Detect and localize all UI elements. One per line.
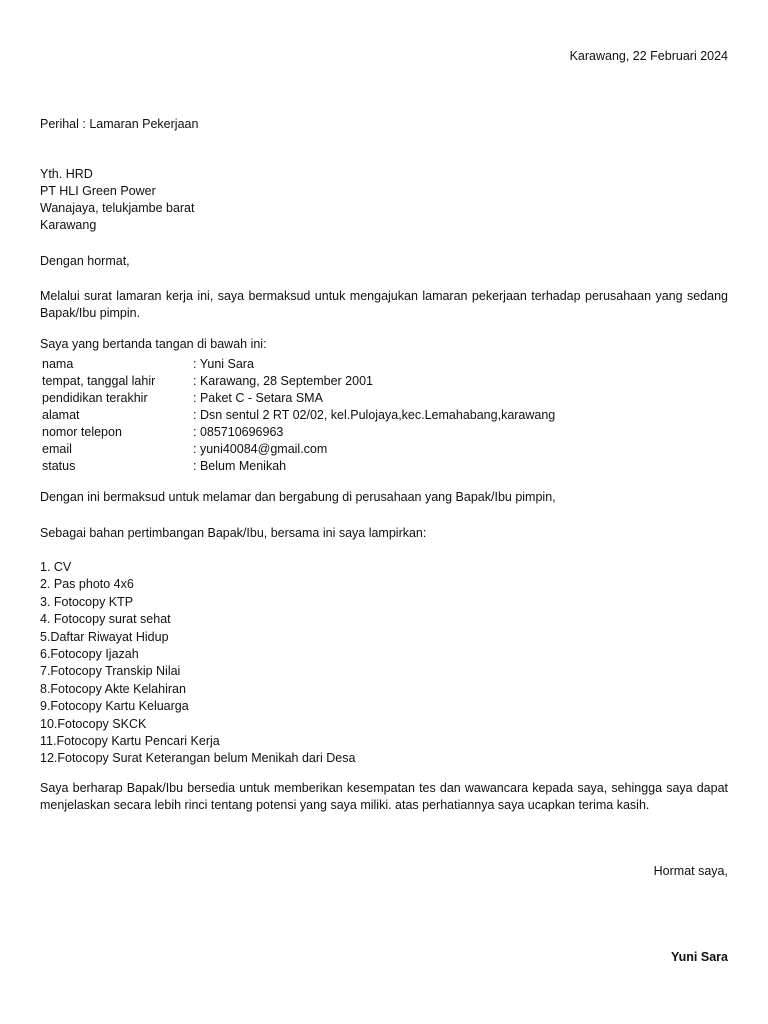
identity-label: nomor telepon (42, 425, 122, 439)
intro-paragraph: Melalui surat lamaran kerja ini, saya bermaksud untuk mengajukan lamaran pekerjaan terhadap perusahaan yang sedang Bapak/Ibu pimpin. (40, 289, 728, 320)
recipient-line: Yth. HRD (40, 167, 93, 181)
identity-label: nama (42, 357, 74, 371)
recipient-line: PT HLI Green Power (40, 184, 156, 198)
identity-value: : Karawang, 28 September 2001 (193, 374, 373, 388)
attachment-item: 9.Fotocopy Kartu Keluarga (40, 699, 189, 714)
identity-value: : Yuni Sara (193, 357, 254, 371)
attachment-item: 2. Pas photo 4x6 (40, 577, 134, 592)
attachment-item: 8.Fotocopy Akte Kelahiran (40, 681, 186, 696)
identity-value: : yuni40084@gmail.com (193, 442, 328, 456)
identity-row (40, 441, 555, 458)
recipient-line: Wanajaya, telukjambe barat (40, 201, 195, 215)
identity-label: alamat (42, 408, 80, 422)
identity-value: : Dsn sentul 2 RT 02/02, kel.Pulojaya,kec.Lemahabang,karawang (193, 408, 556, 422)
identity-row (40, 458, 555, 475)
attachments-intro: Sebagai bahan pertimbangan Bapak/Ibu, bersama ini saya lampirkan: (40, 526, 427, 540)
identity-label: status (42, 459, 76, 473)
identity-value: : 085710696963 (193, 425, 284, 439)
attachment-item: 11.Fotocopy Kartu Pencari Kerja (40, 733, 220, 748)
signature-name: Yuni Sara (671, 950, 728, 964)
attachments-list (40, 559, 355, 768)
attachment-item: 7.Fotocopy Transkip Nilai (40, 664, 181, 679)
recipient-block (40, 166, 194, 234)
identity-row (40, 390, 555, 407)
attachment-item: 5.Daftar Riwayat Hidup (40, 629, 169, 644)
attachment-item: 12.Fotocopy Surat Keterangan belum Menikah dari Desa (40, 751, 356, 766)
attachment-item: 3. Fotocopy KTP (40, 594, 134, 609)
identity-intro: Saya yang bertanda tangan di bawah ini: (40, 337, 267, 351)
identity-value: : Belum Menikah (193, 459, 287, 473)
identity-value: : Paket C - Setara SMA (193, 391, 323, 405)
subject-line: Perihal : Lamaran Pekerjaan (40, 117, 199, 131)
identity-label: pendidikan terakhir (42, 391, 148, 405)
attachment-item: 6.Fotocopy Ijazah (40, 646, 139, 661)
identity-table (40, 356, 555, 475)
purpose-paragraph: Dengan ini bermaksud untuk melamar dan bergabung di perusahaan yang Bapak/Ibu pimpin, (40, 490, 556, 504)
attachment-item: 10.Fotocopy SKCK (40, 716, 147, 731)
identity-row (40, 356, 555, 373)
place-date: Karawang, 22 Februari 2024 (569, 49, 728, 63)
attachment-item: 1. CV (40, 560, 72, 574)
regards: Hormat saya, (653, 864, 728, 878)
identity-row (40, 407, 555, 424)
identity-label: tempat, tanggal lahir (42, 374, 156, 388)
identity-row (40, 424, 555, 441)
identity-row (40, 373, 555, 390)
closing-paragraph: Saya berharap Bapak/Ibu bersedia untuk memberikan kesempatan tes dan wawancara kepada saya, sehingga saya dapat menjelaskan secara lebih rinci tentang potensi yang saya miliki. atas perhatiannya saya ucapkan terima kasih. (40, 781, 728, 812)
recipient-line: Karawang (40, 218, 97, 232)
greeting: Dengan hormat, (40, 254, 130, 268)
identity-label: email (42, 442, 72, 456)
attachment-item: 4. Fotocopy surat sehat (40, 612, 171, 627)
